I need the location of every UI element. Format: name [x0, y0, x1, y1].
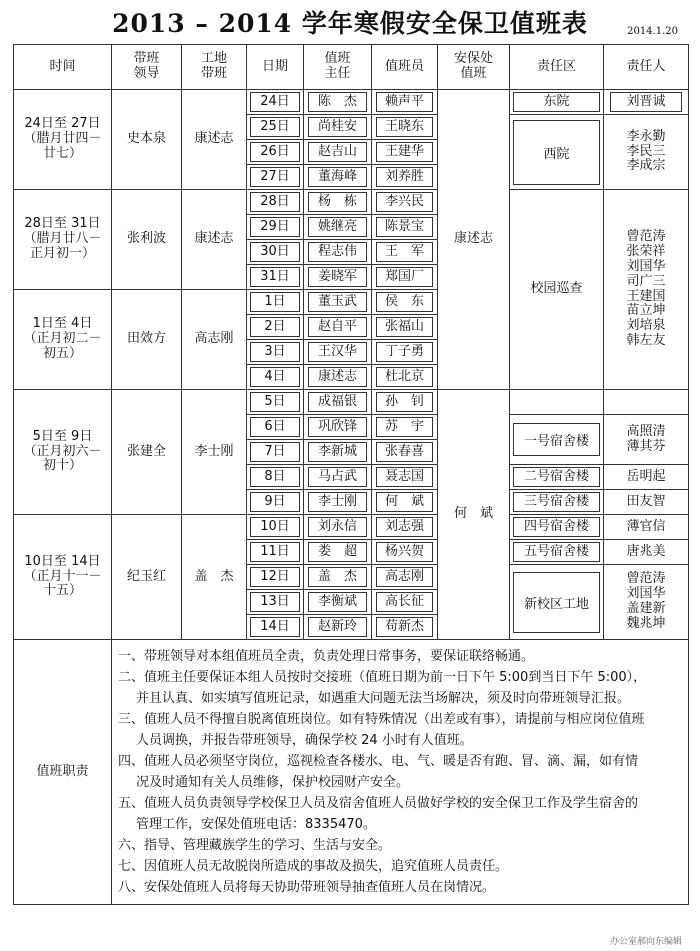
header-day	[247, 45, 304, 90]
text-line: 领导	[133, 66, 160, 81]
person-cell: 薄官信	[604, 515, 689, 540]
page-title: 2013 – 2014 学年寒假安全保卫值班表	[112, 9, 588, 38]
chief-cell: 姜晓军	[304, 265, 372, 290]
staff-cell: 何 斌	[372, 490, 438, 515]
site-lead-cell: 李士刚	[182, 390, 247, 515]
text-line: 韩左友	[626, 333, 666, 349]
duty-list	[112, 640, 688, 904]
text-line: 薄其芬	[626, 438, 666, 454]
area-cell: 校园巡查	[510, 190, 604, 390]
text-line: 刘国华	[626, 586, 666, 602]
header-site	[182, 45, 247, 90]
text-line: 正月初一）	[29, 245, 95, 261]
site-lead-cell: 康述志	[182, 190, 247, 290]
day-cell: 7日	[247, 440, 304, 465]
duty-line: 八、安保处值班人员将每天协助带班领导抽查值班人员在岗情况。	[118, 880, 496, 895]
duty-item	[118, 877, 684, 898]
text-line: 带班	[200, 66, 227, 81]
day-cell: 24日	[247, 90, 304, 115]
text-line: 李永勤	[626, 128, 666, 144]
text-line: 廿七）	[42, 145, 82, 161]
day-cell: 28日	[247, 190, 304, 215]
text-line: 曾范涛	[626, 228, 666, 244]
area-cell: 二号宿舍楼	[510, 465, 604, 490]
text-line: 24日至 27日	[24, 116, 101, 132]
day-cell: 10日	[247, 515, 304, 540]
chief-cell: 陈 杰	[304, 90, 372, 115]
staff-cell: 刘养胜	[372, 165, 438, 190]
chief-cell: 刘永信	[304, 515, 372, 540]
text-line: 工地	[200, 51, 227, 67]
table-row	[14, 90, 689, 115]
header-chief	[304, 45, 372, 90]
area-cell: 四号宿舍楼	[510, 515, 604, 540]
day-cell: 25日	[247, 115, 304, 140]
staff-cell: 苟新杰	[372, 615, 438, 640]
person-cell	[604, 115, 689, 190]
staff-cell: 陈景宝	[372, 215, 438, 240]
leader-cell: 田效方	[112, 290, 182, 390]
text-line: 责任人	[626, 58, 666, 74]
text-line: 高照清	[626, 423, 666, 439]
area-cell	[510, 390, 604, 415]
staff-cell: 侯 东	[372, 290, 438, 315]
text-line: 李成宗	[626, 158, 666, 174]
text-line: 值班	[324, 51, 351, 67]
text-line: （腊月廿八－	[23, 231, 102, 247]
chief-cell: 成福银	[304, 390, 372, 415]
staff-cell: 聂志国	[372, 465, 438, 490]
chief-cell: 赵吉山	[304, 140, 372, 165]
leader-cell: 张建全	[112, 390, 182, 515]
day-cell: 2日	[247, 315, 304, 340]
duty-item	[118, 709, 684, 751]
chief-cell: 董海峰	[304, 165, 372, 190]
duty-item	[118, 646, 684, 667]
duty-line: 人员调换，并报告带班领导，确保学校 24 小时有人值班。	[136, 733, 473, 748]
period-cell	[14, 90, 112, 190]
day-cell: 14日	[247, 615, 304, 640]
security-cell: 康述志	[438, 90, 510, 390]
text-line: 时间	[49, 58, 76, 74]
day-cell: 1日	[247, 290, 304, 315]
text-line: 十五）	[42, 583, 82, 599]
leader-cell: 史本泉	[112, 90, 182, 190]
staff-cell: 孙 钊	[372, 390, 438, 415]
text-line: 刘国华	[626, 258, 666, 274]
day-cell: 5日	[247, 390, 304, 415]
text-line: （正月初六－	[23, 443, 102, 459]
person-cell	[604, 390, 689, 415]
chief-cell: 巩欣锋	[304, 415, 372, 440]
duty-line: 管理工作，安保处值班电话：8335470。	[136, 817, 376, 832]
chief-cell: 王汉华	[304, 340, 372, 365]
staff-cell: 王 军	[372, 240, 438, 265]
text-line: 盖建新	[626, 601, 666, 616]
text-line: 司广三	[626, 273, 666, 289]
duty-item	[118, 835, 684, 856]
table-row	[14, 515, 689, 540]
chief-cell: 赵新玲	[304, 615, 372, 640]
duty-line: 并且认真、如实填写值班记录，如遇重大问题无法当场解决，须及时向带班领导汇报。	[136, 691, 631, 706]
text-line: 李民三	[626, 143, 666, 159]
text-line: 值班	[460, 66, 487, 81]
staff-cell: 张春喜	[372, 440, 438, 465]
day-cell: 11日	[247, 540, 304, 565]
day-cell: 3日	[247, 340, 304, 365]
text-line: 初十）	[42, 458, 82, 474]
text-line: （正月十一－	[23, 568, 102, 584]
person-cell	[604, 190, 689, 390]
responsibilities-label: 值班职责	[14, 640, 112, 905]
duty-schedule-table	[13, 44, 689, 905]
text-line: 苗立坤	[626, 303, 666, 319]
area-cell: 三号宿舍楼	[510, 490, 604, 515]
day-cell: 29日	[247, 215, 304, 240]
chief-cell: 李新城	[304, 440, 372, 465]
chief-cell: 康述志	[304, 365, 372, 390]
staff-cell: 李兴民	[372, 190, 438, 215]
leader-cell: 纪玉红	[112, 515, 182, 640]
area-cell: 东院	[510, 90, 604, 115]
day-cell: 8日	[247, 465, 304, 490]
text-line: （腊月廿四－	[23, 131, 102, 147]
person-cell	[604, 565, 689, 640]
day-cell: 6日	[247, 415, 304, 440]
text-line: 责任区	[536, 58, 576, 74]
day-cell: 31日	[247, 265, 304, 290]
text-line: 日期	[261, 58, 288, 74]
day-cell: 12日	[247, 565, 304, 590]
staff-cell: 苏 宇	[372, 415, 438, 440]
area-cell: 五号宿舍楼	[510, 540, 604, 565]
issue-date: 2014.1.20	[627, 26, 678, 37]
person-cell: 刘晋诚	[604, 90, 689, 115]
site-lead-cell: 高志刚	[182, 290, 247, 390]
staff-cell: 丁子勇	[372, 340, 438, 365]
text-line: 初五）	[42, 345, 82, 361]
staff-cell: 刘志强	[372, 515, 438, 540]
duty-line: 二、值班主任要保证本组人员按时交接班（值班日期为前一日下午 5:00到当日下午 5:00），	[118, 670, 647, 685]
security-cell: 何 斌	[438, 390, 510, 640]
editor-credit: 办公室郝向东编辑	[609, 937, 682, 947]
chief-cell: 杨 栋	[304, 190, 372, 215]
duty-item	[118, 793, 684, 835]
text-line: 王建国	[626, 288, 666, 304]
day-cell: 4日	[247, 365, 304, 390]
text-line: 值班员	[384, 58, 424, 74]
chief-cell: 董玉武	[304, 290, 372, 315]
person-cell: 岳明起	[604, 465, 689, 490]
staff-cell: 高志刚	[372, 565, 438, 590]
staff-cell: 张福山	[372, 315, 438, 340]
text-line: （正月初二－	[23, 331, 102, 347]
area-cell: 一号宿舍楼	[510, 415, 604, 465]
staff-cell: 赖声平	[372, 90, 438, 115]
duty-line: 五、值班人员负责领导学校保卫人员及宿舍值班人员做好学校的安全保卫工作及学生宿舍的	[118, 796, 639, 811]
text-line: 5日至 9日	[32, 428, 93, 444]
day-cell: 9日	[247, 490, 304, 515]
area-cell: 新校区工地	[510, 565, 604, 640]
header-security	[438, 45, 510, 90]
duty-line: 况及时通知有关人员维修，保护校园财产安全。	[136, 775, 410, 790]
day-cell: 26日	[247, 140, 304, 165]
area-cell: 西院	[510, 115, 604, 190]
chief-cell: 尚桂安	[304, 115, 372, 140]
period-cell	[14, 290, 112, 390]
duty-line: 三、值班人员不得擅自脱离值班岗位。如有特殊情况（出差或有事），请提前与相应岗位值班	[118, 712, 645, 727]
period-cell	[14, 515, 112, 640]
staff-cell: 郑国厂	[372, 265, 438, 290]
person-cell	[604, 415, 689, 465]
responsibilities-content	[112, 640, 689, 905]
chief-cell: 姚继亮	[304, 215, 372, 240]
header-area	[510, 45, 604, 90]
text-line: 张荣祥	[626, 243, 666, 259]
duty-line: 七、因值班人员无故脱岗所造成的事故及损失，追究值班人员责任。	[118, 859, 509, 874]
chief-cell: 赵自平	[304, 315, 372, 340]
responsibilities-row	[14, 640, 689, 905]
header-person	[604, 45, 689, 90]
staff-cell: 杨兴贺	[372, 540, 438, 565]
text-line: 魏兆坤	[626, 615, 666, 631]
text-line: 1日至 4日	[32, 316, 93, 332]
table-row	[14, 190, 689, 215]
text-line: 带班	[133, 51, 160, 67]
header-lead	[112, 45, 182, 90]
staff-cell: 王晓东	[372, 115, 438, 140]
person-cell: 唐兆美	[604, 540, 689, 565]
chief-cell: 李士刚	[304, 490, 372, 515]
site-lead-cell: 康述志	[182, 90, 247, 190]
duty-item	[118, 751, 684, 793]
duty-item	[118, 856, 684, 877]
header-staff	[372, 45, 438, 90]
person-cell: 田友智	[604, 490, 689, 515]
chief-cell: 马占武	[304, 465, 372, 490]
chief-cell: 李衡斌	[304, 590, 372, 615]
text-line: 28日至 31日	[24, 216, 101, 232]
duty-line: 六、指导、管理藏族学生的学习、生活与安全。	[118, 838, 392, 853]
text-line: 10日至 14日	[24, 553, 101, 569]
duty-item	[118, 667, 684, 709]
table-row	[14, 390, 689, 415]
staff-cell: 高长征	[372, 590, 438, 615]
chief-cell: 盖 杰	[304, 565, 372, 590]
chief-cell: 程志伟	[304, 240, 372, 265]
chief-cell: 娄 超	[304, 540, 372, 565]
header-time	[14, 45, 112, 90]
period-cell	[14, 190, 112, 290]
day-cell: 27日	[247, 165, 304, 190]
text-line: 安保处	[453, 51, 493, 67]
text-line: 刘培泉	[626, 318, 666, 334]
staff-cell: 王建华	[372, 140, 438, 165]
duty-line: 四、值班人员必须坚守岗位，巡视检查各楼水、电、气、暖是否有跑、冒、滴、漏，如有情	[118, 754, 639, 769]
day-cell: 30日	[247, 240, 304, 265]
site-lead-cell: 盖 杰	[182, 515, 247, 640]
duty-line: 一、带班领导对本组值班员全责，负责处理日常事务，要保证联络畅通。	[118, 649, 535, 664]
leader-cell: 张利波	[112, 190, 182, 290]
day-cell: 13日	[247, 590, 304, 615]
period-cell	[14, 390, 112, 515]
text-line: 主任	[324, 66, 351, 81]
text-line: 曾范涛	[626, 571, 666, 587]
staff-cell: 杜北京	[372, 365, 438, 390]
